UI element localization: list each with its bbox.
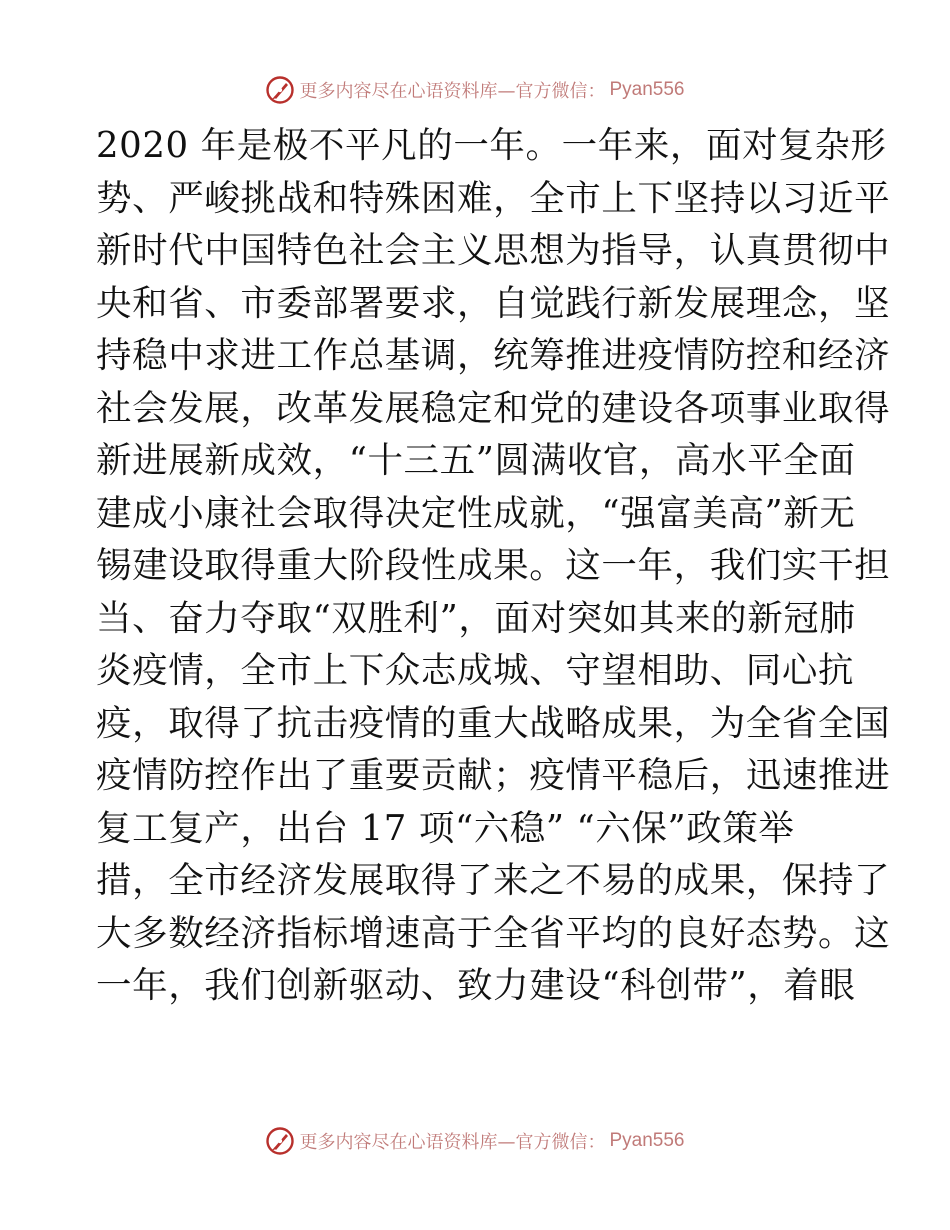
article-line: 当、奋力夺取“双胜利”，面对突如其来的新冠肺 [96,597,856,639]
article-line: 央和省、市委部署要求，自觉践行新发展理念，坚 [96,282,891,324]
footer-banner-text: 更多内容尽在心语资料库—官方微信： [299,1132,606,1153]
quill-pen-logo-icon [265,1126,295,1156]
article-line: 锡建设取得重大阶段性成果。这一年，我们实干担 [96,545,891,586]
article-line: 2020 年是极不平凡的一年。一年来，面对复杂形 [96,125,887,166]
header-banner-handle: Pyan556 [609,79,685,100]
article-body [96,120,891,1013]
article-line: 疫情防控作出了重要贡献；疫情平稳后，迅速推进 [96,755,891,796]
article-line: 持稳中求进工作总基调，统筹推进疫情防控和经济 [96,335,891,376]
footer-banner-handle: Pyan556 [609,1130,685,1151]
article-line: 新进展新成效，“十三五”圆满收官，高水平全面 [96,440,856,481]
article-line: 社会发展，改革发展稳定和党的建设各项事业取得 [96,387,891,429]
header-banner-text: 更多内容尽在心语资料库—官方微信： [299,81,606,102]
article-line: 疫，取得了抗击疫情的重大战略成果，为全省全国 [96,702,891,744]
article-line: 复工复产，出台 17 项“六稳” “六保”政策举 [96,807,795,849]
article-line: 大多数经济指标增速高于全省平均的良好态势。这 [96,912,891,954]
article-line: 新时代中国特色社会主义思想为指导，认真贯彻中 [96,230,891,271]
article-line: 一年，我们创新驱动、致力建设“科创带”，着眼 [96,965,856,1006]
quill-pen-logo-icon [265,75,295,105]
article-line: 势、严峻挑战和特殊困难，全市上下坚持以习近平 [96,177,891,219]
article-line: 炎疫情，全市上下众志成城、守望相助、同心抗 [96,650,855,691]
article-line: 措，全市经济发展取得了来之不易的成果，保持了 [96,860,891,901]
article-line: 建成小康社会取得决定性成就，“强富美高”新无 [96,492,856,534]
header-banner [0,73,950,107]
footer-banner [0,1124,950,1158]
